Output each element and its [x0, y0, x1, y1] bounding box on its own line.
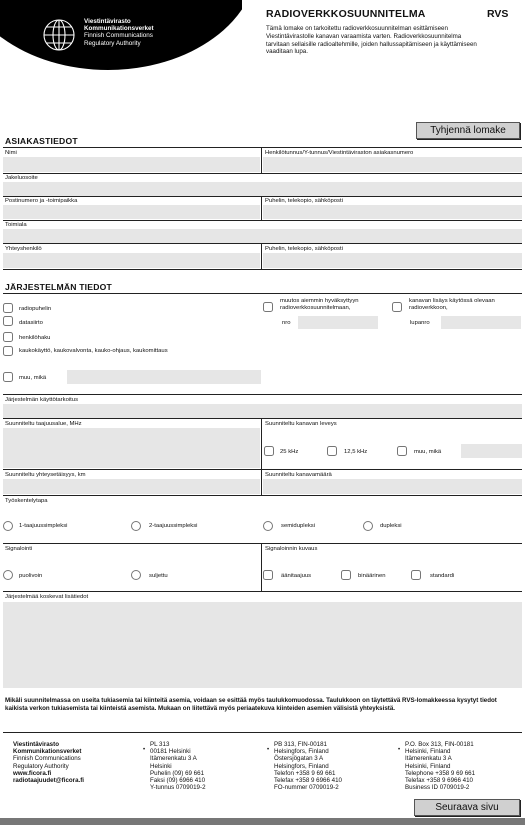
checkbox-12-5khz[interactable] [327, 446, 337, 456]
label-standardi: standardi [430, 573, 455, 579]
divider [3, 293, 522, 294]
checkbox-aanitaajuus[interactable] [263, 570, 273, 580]
muu-input[interactable] [67, 370, 261, 384]
label-jakeluosoite: Jakeluosoite [5, 175, 38, 181]
label-lisatiedot: Järjestelmää koskevat lisätiedot [5, 594, 89, 600]
logo-text: Viestintävirasto Kommunikationsverket Finnish Communications Regulatory Authority [84, 18, 154, 47]
label-muu: muu, mikä [19, 375, 47, 381]
footer-address-fi: PL 313 00181 Helsinki Itämerenkatu 3 A Helsinki Puhelin (09) 69 661 Faksi (09) 6966 410 Y-tunnus 0709019-2 [150, 741, 206, 792]
label-puhelin-2: Puhelin, telekopio, sähköposti [265, 246, 343, 252]
checkbox-kaukokaytto[interactable] [3, 346, 13, 356]
radio-semidupleksi[interactable] [263, 521, 273, 531]
yhteyshenkilo-input[interactable] [3, 253, 260, 268]
kanavamaara-input[interactable] [263, 479, 522, 494]
form-title: RADIOVERKKOSUUNNITELMA [266, 8, 426, 20]
label-aanitaajuus: äänitaajuus [281, 573, 312, 579]
footer-address-sv: PB 313, FIN-00181 Helsingfors, Finland Östersjögatan 3 A Helsingfors, Finland Telefon +358 9 69 661 Telefax +358 9 6966 410 FO-nummer 0709019-2 [274, 741, 342, 792]
radio-2-taajuussimpleksi[interactable] [131, 521, 141, 531]
divider [3, 269, 522, 270]
label-suljettu: suljettu [149, 573, 168, 579]
checkbox-25khz[interactable] [264, 446, 274, 456]
globe-logo-icon [44, 20, 74, 50]
label-2-taajuussimpleksi: 2-taajuussimpleksi [149, 523, 198, 529]
divider [261, 147, 262, 173]
label-nro: nro [282, 320, 291, 326]
label-12-5khz: 12,5 kHz [344, 449, 368, 455]
label-kanavan-leveys: Suunniteltu kanavan leveys [265, 421, 337, 427]
label-semidupleksi: semidupleksi [281, 523, 316, 529]
taajuusalue-input[interactable] [3, 428, 260, 468]
clear-form-button[interactable]: Tyhjennä lomake [416, 122, 520, 139]
divider [261, 469, 262, 495]
radio-1-taajuussimpleksi[interactable] [3, 521, 13, 531]
label-postinumero: Postinumero ja -toimipaikka [5, 198, 78, 204]
toimiala-input[interactable] [3, 229, 522, 243]
label-kanavan-lisays: kanavan lisäys käytössä olevaan radioverkkoon, [409, 298, 495, 311]
puhelin-input[interactable] [263, 205, 522, 219]
label-henkilohaku: henkilöhaku [19, 335, 51, 341]
label-kanavamaara: Suunniteltu kanavamäärä [265, 472, 332, 478]
lisatiedot-textarea[interactable] [3, 602, 522, 688]
label-henkilotunnus: Henkilötunnus/Y-tunnus/Viestintäviraston asiakasnumero [265, 150, 414, 156]
lupanro-input[interactable] [441, 316, 521, 329]
radio-puolivoin[interactable] [3, 570, 13, 580]
divider [3, 220, 522, 221]
label-kaukokaytto: kaukokäyttö, kaukovalvonta, kauko-ohjaus, kaukomittaus [19, 348, 168, 354]
label-nimi: Nimi [5, 150, 17, 156]
radio-suljettu[interactable] [131, 570, 141, 580]
bullet-icon: • [267, 747, 270, 753]
label-taajuusalue: Suunniteltu taajuusalue, MHz [5, 421, 82, 427]
label-25khz: 25 kHz [280, 449, 299, 455]
kayttotarkoitus-input[interactable] [3, 404, 522, 418]
label-muutos: muutos aiemmin hyväksyttyyn radioverkkosuunnitelmaan, [280, 298, 359, 311]
yhteysetaisyys-input[interactable] [3, 479, 260, 494]
label-dupleksi: dupleksi [380, 523, 402, 529]
nro-input[interactable] [298, 316, 378, 329]
divider [3, 732, 522, 733]
checkbox-datasiirto[interactable] [3, 316, 13, 326]
label-1-taajuussimpleksi: 1-taajuussimpleksi [19, 523, 68, 529]
divider [3, 418, 522, 419]
label-puolivoin: puolivoin [19, 573, 43, 579]
bullet-icon: • [143, 747, 146, 753]
section-asiakastiedot: ASIAKASTIEDOT [5, 136, 78, 146]
puhelin-2-input[interactable] [263, 253, 522, 268]
divider [3, 173, 522, 174]
label-toimiala: Toimiala [5, 222, 27, 228]
divider [261, 543, 262, 591]
label-yhteysetaisyys: Suunniteltu yhteysetäisyys, km [5, 472, 86, 478]
label-signalointi: Signalointi [5, 546, 33, 552]
bottom-bar [0, 818, 525, 825]
label-puhelin: Puhelin, telekopio, sähköposti [265, 198, 343, 204]
checkbox-henkilohaku[interactable] [3, 332, 13, 342]
checkbox-standardi[interactable] [411, 570, 421, 580]
divider [3, 469, 522, 470]
postinumero-input[interactable] [3, 205, 260, 219]
checkbox-binaarinen[interactable] [341, 570, 351, 580]
leveys-muu-input[interactable] [461, 444, 522, 458]
section-jarjestelma: JÄRJESTELMÄN TIEDOT [5, 282, 112, 292]
checkbox-leveys-muu[interactable] [397, 446, 407, 456]
divider [3, 394, 522, 395]
jakeluosoite-input[interactable] [3, 182, 522, 196]
divider [3, 591, 522, 592]
label-datasiirto: datasiirto [19, 320, 43, 326]
divider [261, 418, 262, 469]
label-radiopuhelin: radiopuhelin [19, 306, 52, 312]
intro-text: Tämä lomake on tarkoitettu radioverkkosuunnitelman esittämiseen Viestintävirastolle kanavan varaamista varten. Radioverkkosuunnitelma tarvitaan sellaisille radioaltehmille, joiden hallussapitämiseen ja käyttämiseen vaaditaan lupa. [266, 25, 477, 56]
label-tyoskentelytapa: Työskentelytapa [5, 498, 48, 504]
label-lupanro: lupanro [410, 320, 430, 326]
next-page-button[interactable]: Seuraava sivu [414, 799, 520, 816]
label-binaarinen: binäärinen [358, 573, 386, 579]
divider [3, 147, 522, 148]
label-yhteyshenkilo: Yhteyshenkilö [5, 246, 42, 252]
table-note: Mikäli suunnitelmassa on useita tukiasemia tai kiinteitä asemia, voidaan se esittää myös taulukkomuodossa. Taulukkoon on täytettävä RVS-lomakkeessa kysytyt tiedot kaikista verkon tukiasemista tai kiinteistä asemista. Mukaan on liitettävä myös periaatekuva kiinteiden asemien välisistä yhteyksistä. [5, 697, 497, 712]
divider [261, 196, 262, 220]
divider [3, 243, 522, 244]
checkbox-muutos[interactable] [263, 302, 273, 312]
divider [3, 495, 522, 496]
checkbox-kanavan-lisays[interactable] [392, 302, 402, 312]
footer-address-en: P.O. Box 313, FIN-00181 Helsinki, Finland Itämerenkatu 3 A Helsinki, Finland Telephone +358 9 69 661 Telefax +358 9 6966 410 Business ID 0709019-2 [405, 741, 476, 792]
bullet-icon: • [398, 747, 401, 753]
label-kayttotarkoitus: Järjestelmän käyttötarkoitus [5, 397, 79, 403]
divider [3, 543, 522, 544]
footer-org: Viestintävirasto Kommunikationsverket Finnish Communications Regulatory Authority www.ficora.fi radiotaajuudet@ficora.fi [13, 741, 85, 785]
label-signaloinnin-kuvaus: Signaloinnin kuvaus [265, 546, 318, 552]
checkbox-muu[interactable] [3, 372, 13, 382]
checkbox-radiopuhelin[interactable] [3, 303, 13, 313]
label-leveys-muu: muu, mikä [414, 449, 442, 455]
radio-dupleksi[interactable] [363, 521, 373, 531]
henkilotunnus-input[interactable] [263, 157, 522, 172]
divider [3, 196, 522, 197]
nimi-input[interactable] [3, 157, 260, 172]
form-code: RVS [487, 8, 509, 20]
divider [261, 243, 262, 269]
